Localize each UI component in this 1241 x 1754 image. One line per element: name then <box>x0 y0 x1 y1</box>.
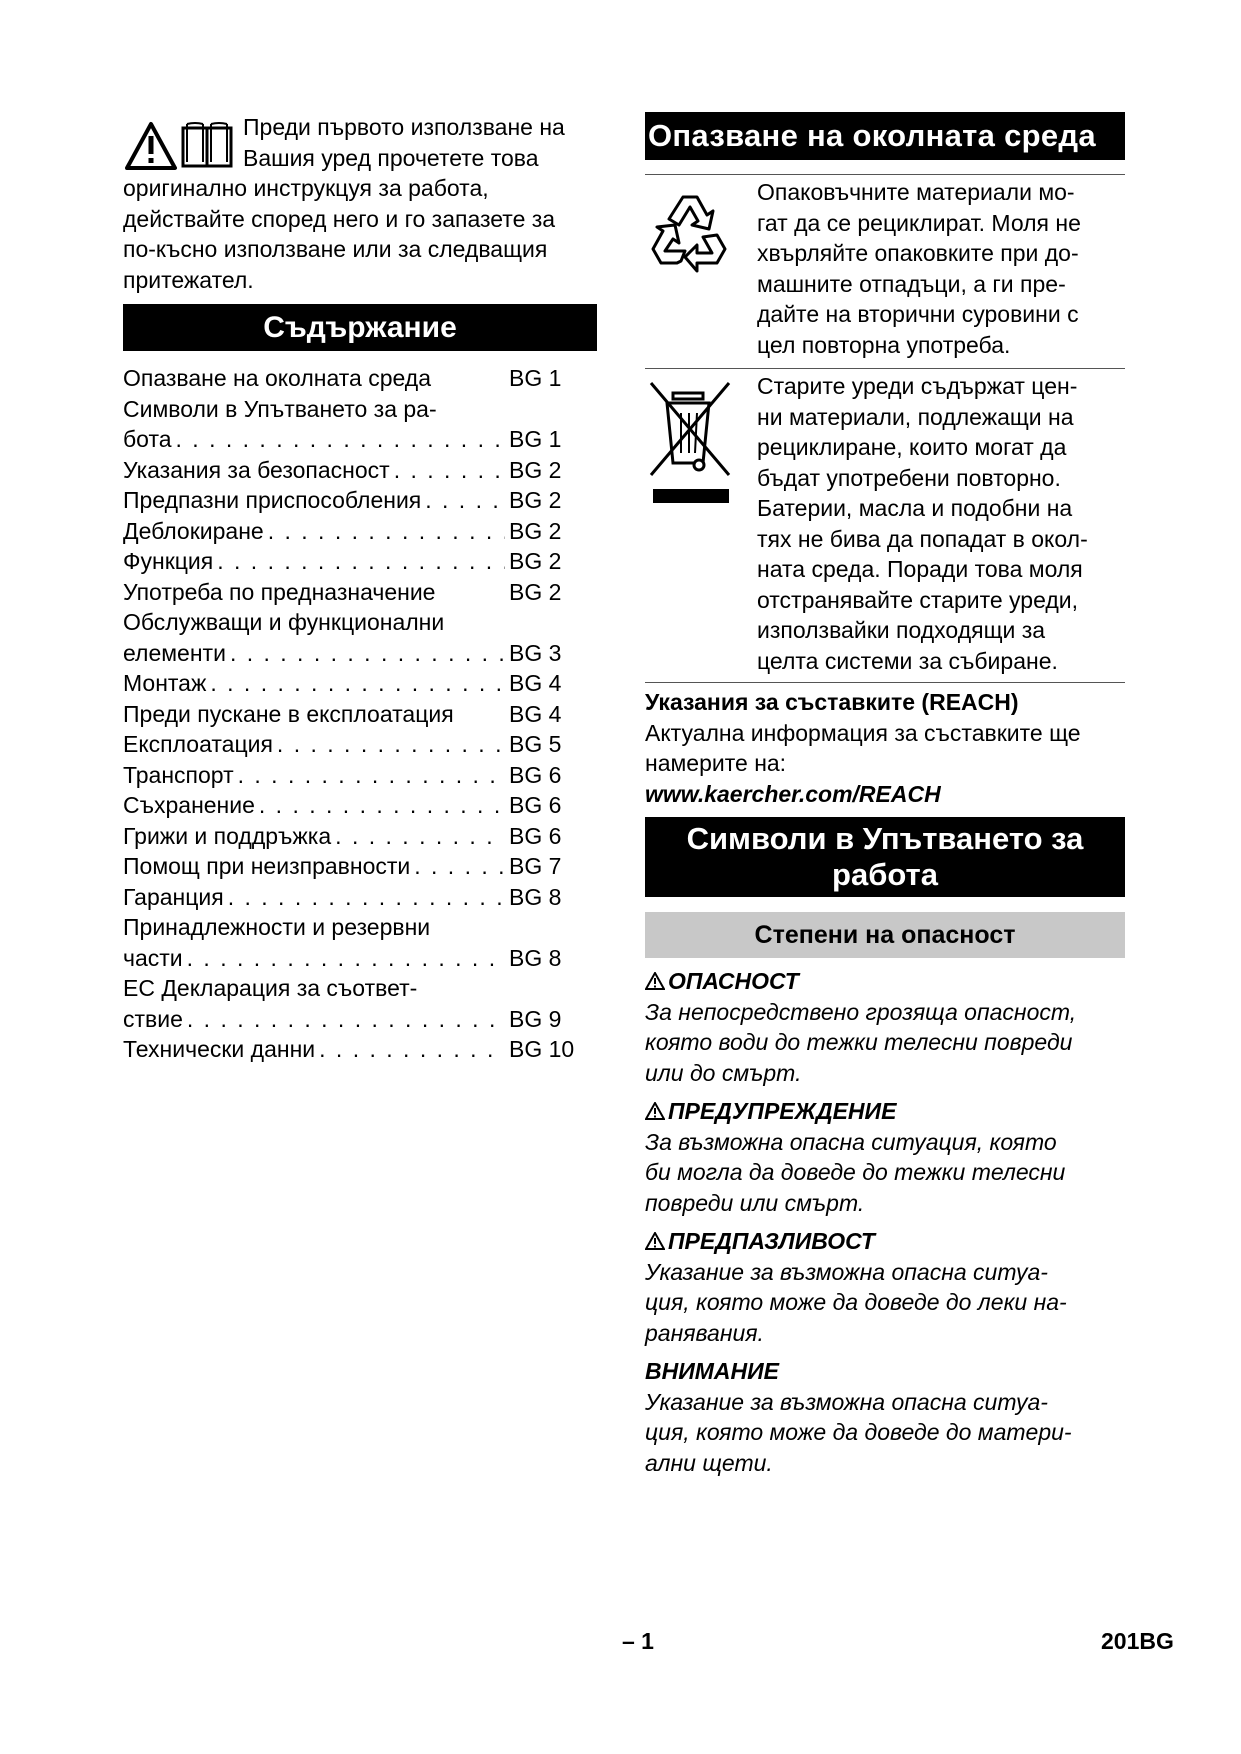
intro-line: Преди първото използване на <box>243 114 565 140</box>
intro-line: действайте според него и го запазете за <box>123 205 556 232</box>
hazard-levels <box>645 966 1125 1478</box>
reach-line: намерите на: <box>645 750 787 776</box>
toc-entry-page: BG 3 <box>509 639 562 666</box>
hazard-level-description: ция, която може да доведе до леки на- <box>645 1289 1067 1315</box>
toc-entry-page: BG 2 <box>509 456 562 483</box>
weee-text <box>757 371 1088 676</box>
weee-line: тях не бива да попадат в окол- <box>757 525 1088 552</box>
toc-entry[interactable] <box>123 607 597 638</box>
toc-entry[interactable] <box>123 668 597 699</box>
hazard-level-description: би могла да доведе до тежки телесни <box>645 1159 1066 1185</box>
toc-entry-title: Обслужващи и функционални <box>123 609 445 635</box>
symbols-heading-line: Символи в Упътването за <box>686 821 1084 856</box>
toc-entry[interactable] <box>123 760 597 791</box>
toc-entry-title: Предпазни приспособления <box>123 487 422 513</box>
toc-dot-leader <box>176 424 505 455</box>
toc-entry-page: BG 2 <box>509 578 562 605</box>
hazard-level <box>645 1226 1125 1348</box>
hazard-level-label: ВНИМАНИЕ <box>645 1358 780 1384</box>
recycling-block <box>645 174 1125 360</box>
toc-entry[interactable] <box>123 424 597 455</box>
toc-entry-title: ЕС Декларация за съответ- <box>123 975 418 1001</box>
hazard-level-label: ОПАСНОСТ <box>668 968 799 994</box>
toc-dot-leader <box>319 1034 505 1065</box>
toc-entry[interactable] <box>123 882 597 913</box>
weee-line: рециклиране, които могат да <box>757 434 1067 460</box>
toc-entry-page: BG 4 <box>509 670 562 696</box>
toc-entry[interactable] <box>123 1034 597 1065</box>
weee-block <box>645 368 1125 676</box>
toc-dot-leader <box>394 455 505 486</box>
weee-line: използвайки подходящи за <box>757 617 1046 643</box>
hazard-level-label: ПРЕДУПРЕЖДЕНИЕ <box>668 1098 897 1124</box>
hazard-level-title <box>645 1096 1125 1127</box>
left-column <box>123 112 597 1065</box>
toc-entry[interactable] <box>123 943 597 974</box>
warning-triangle-icon <box>645 1232 665 1250</box>
toc-dot-leader <box>228 882 505 913</box>
recycling-line: гат да се рециклират. Моля не <box>757 209 1081 236</box>
reach-url-link[interactable]: www.kaercher.com/REACH <box>645 780 941 807</box>
weee-line: отстранявайте старите уреди, <box>757 586 1079 613</box>
toc-entry-title: Транспорт <box>123 761 234 788</box>
toc-entry-title: Деблокиране <box>123 517 264 544</box>
toc-entry-page: BG 8 <box>509 944 562 971</box>
recycling-line: цел повторна употреба. <box>757 331 1011 358</box>
hazard-level-description: ция, която може да доведе до матери- <box>645 1419 1072 1445</box>
toc-entry-page: BG 5 <box>509 731 562 757</box>
symbols-heading <box>645 817 1125 897</box>
toc-entry[interactable] <box>123 973 597 1004</box>
toc-entry-title: Опазване на околната среда <box>123 365 431 391</box>
toc-dot-leader <box>187 943 505 974</box>
right-column <box>645 112 1125 1478</box>
weee-line: Старите уреди съдържат цен- <box>757 373 1078 399</box>
toc-entry[interactable] <box>123 699 597 730</box>
toc-entry-title: Принадлежности и резервни <box>123 914 431 940</box>
toc-entry[interactable] <box>123 729 597 760</box>
toc-entry-page: BG 6 <box>509 792 562 818</box>
toc-entry[interactable] <box>123 455 597 486</box>
toc-entry-title: елементи <box>123 639 226 666</box>
recycling-line: дайте на вторични суровини с <box>757 301 1079 327</box>
toc-entry-title: Функция <box>123 548 214 574</box>
crossed-bin-icon <box>645 371 757 676</box>
intro-line: Вашия уред прочетете това <box>243 144 539 171</box>
page-number: – 1 <box>622 1628 654 1654</box>
weee-line: ната среда. Поради това моля <box>757 556 1083 582</box>
toc-entry[interactable] <box>123 577 597 608</box>
toc-entry[interactable] <box>123 516 597 547</box>
toc-entry-page: BG 6 <box>509 822 562 849</box>
intro-icons <box>123 120 235 172</box>
toc-dot-leader <box>217 546 505 577</box>
intro-line: оригинално инструкцуя за работа, <box>123 175 489 201</box>
hazard-level-description: За непосредствено грозяща опасност, <box>645 998 1077 1025</box>
reach-title: Указания за съставките (REACH) <box>645 689 1019 715</box>
toc-entry[interactable] <box>123 790 597 821</box>
document-code: 201BG <box>1101 1628 1174 1654</box>
toc-entry-title: Експлоатация <box>123 731 273 757</box>
hazard-level <box>645 1096 1125 1218</box>
hazard-level-description: повреди или смърт. <box>645 1189 865 1216</box>
environment-heading: Опазване на околната среда <box>645 112 1125 160</box>
recycling-line: машните отпадъци, а ги пре- <box>757 270 1066 297</box>
toc-entry-title: Технически данни <box>123 1036 316 1062</box>
weee-line: целта системи за събиране. <box>757 647 1058 674</box>
toc-entry[interactable] <box>123 851 597 882</box>
toc-entry-title: Указания за безопасност <box>123 456 390 483</box>
toc-dot-leader <box>414 851 505 882</box>
reach-line: Актуална информация за съставките ще <box>645 719 1081 746</box>
toc-entry-page: BG 2 <box>509 548 562 574</box>
warning-triangle-icon <box>127 124 175 168</box>
intro-notice <box>123 112 597 295</box>
toc-dot-leader <box>335 821 505 852</box>
danger-levels-heading: Степени на опасност <box>645 912 1125 958</box>
intro-line: по-късно използване или за следващия <box>123 236 548 262</box>
intro-line: притежател. <box>123 266 254 293</box>
toc-entry[interactable] <box>123 1004 597 1035</box>
hazard-level <box>645 1356 1125 1478</box>
toc-entry-page: BG 1 <box>509 426 562 452</box>
hazard-level-title <box>645 1226 1125 1257</box>
toc-dot-leader <box>277 729 505 760</box>
weee-line: ни материали, подлежащи на <box>757 403 1074 430</box>
toc-entry-page: BG 8 <box>509 883 562 910</box>
hazard-level-description: За възможна опасна ситуация, която <box>645 1128 1057 1155</box>
table-of-contents <box>123 363 597 1065</box>
toc-dot-leader <box>187 1004 505 1035</box>
toc-entry-title: Гаранция <box>123 883 224 910</box>
hazard-level-title <box>645 966 1125 997</box>
toc-entry-title: Символи в Упътването за ра- <box>123 395 437 422</box>
toc-entry-title: Помощ при неизправности <box>123 853 411 879</box>
weee-line: бъдат употребени повторно. <box>757 464 1061 491</box>
hazard-level <box>645 966 1125 1088</box>
recycle-icon <box>645 177 757 360</box>
toc-entry[interactable] <box>123 363 597 394</box>
toc-entry-page: BG 10 <box>509 1036 575 1062</box>
warning-triangle-icon <box>645 1102 665 1120</box>
section-divider <box>645 682 1125 683</box>
toc-dot-leader <box>238 760 505 791</box>
toc-entry-page: BG 9 <box>509 1005 562 1032</box>
recycling-line: хвърляйте опаковките при до- <box>757 240 1079 266</box>
toc-entry-title: Употреба по предназначение <box>123 578 436 605</box>
toc-entry[interactable] <box>123 546 597 577</box>
manual-book-icon <box>183 123 231 166</box>
hazard-level-title <box>645 1356 1125 1387</box>
hazard-level-description: ални щети. <box>645 1449 773 1476</box>
toc-entry[interactable] <box>123 485 597 516</box>
toc-entry-title: бота <box>123 426 172 452</box>
toc-dot-leader <box>230 638 505 669</box>
reach-section <box>645 687 1125 809</box>
toc-entry-page: BG 2 <box>509 517 562 544</box>
weee-line: Батерии, масла и подобни на <box>757 495 1073 521</box>
toc-entry-title: Грижи и поддръжка <box>123 822 332 849</box>
hazard-level-description: ранявания. <box>645 1319 764 1346</box>
warning-triangle-icon <box>645 972 665 990</box>
toc-entry-title: части <box>123 944 183 971</box>
recycling-line: Опаковъчните материали мо- <box>757 179 1075 205</box>
toc-heading: Съдържание <box>123 304 597 351</box>
toc-entry-page: BG 1 <box>509 365 562 391</box>
toc-entry[interactable] <box>123 912 597 943</box>
toc-entry-title: ствие <box>123 1005 183 1032</box>
hazard-level-description: която води до тежки телесни повреди <box>645 1029 1073 1055</box>
toc-entry[interactable] <box>123 394 597 425</box>
hazard-level-description: или до смърт. <box>645 1059 802 1086</box>
hazard-level-description: Указание за възможна опасна ситуа- <box>645 1388 1048 1415</box>
hazard-level-description: Указание за възможна опасна ситуа- <box>645 1258 1048 1285</box>
symbols-heading-line: работа <box>832 857 938 892</box>
toc-entry-title: Преди пускане в експлоатация <box>123 700 454 727</box>
toc-entry-title: Монтаж <box>123 670 207 696</box>
toc-dot-leader <box>268 516 505 547</box>
hazard-level-label: ПРЕДПАЗЛИВОСТ <box>668 1228 875 1254</box>
toc-entry[interactable] <box>123 638 597 669</box>
toc-entry-page: BG 4 <box>509 700 562 727</box>
toc-entry[interactable] <box>123 821 597 852</box>
toc-dot-leader <box>425 485 505 516</box>
recycling-text <box>757 177 1081 360</box>
toc-entry-title: Съхранение <box>123 792 255 818</box>
toc-entry-page: BG 2 <box>509 487 562 513</box>
toc-entry-page: BG 6 <box>509 761 562 788</box>
toc-dot-leader <box>259 790 505 821</box>
toc-dot-leader <box>210 668 505 699</box>
toc-entry-page: BG 7 <box>509 853 562 879</box>
